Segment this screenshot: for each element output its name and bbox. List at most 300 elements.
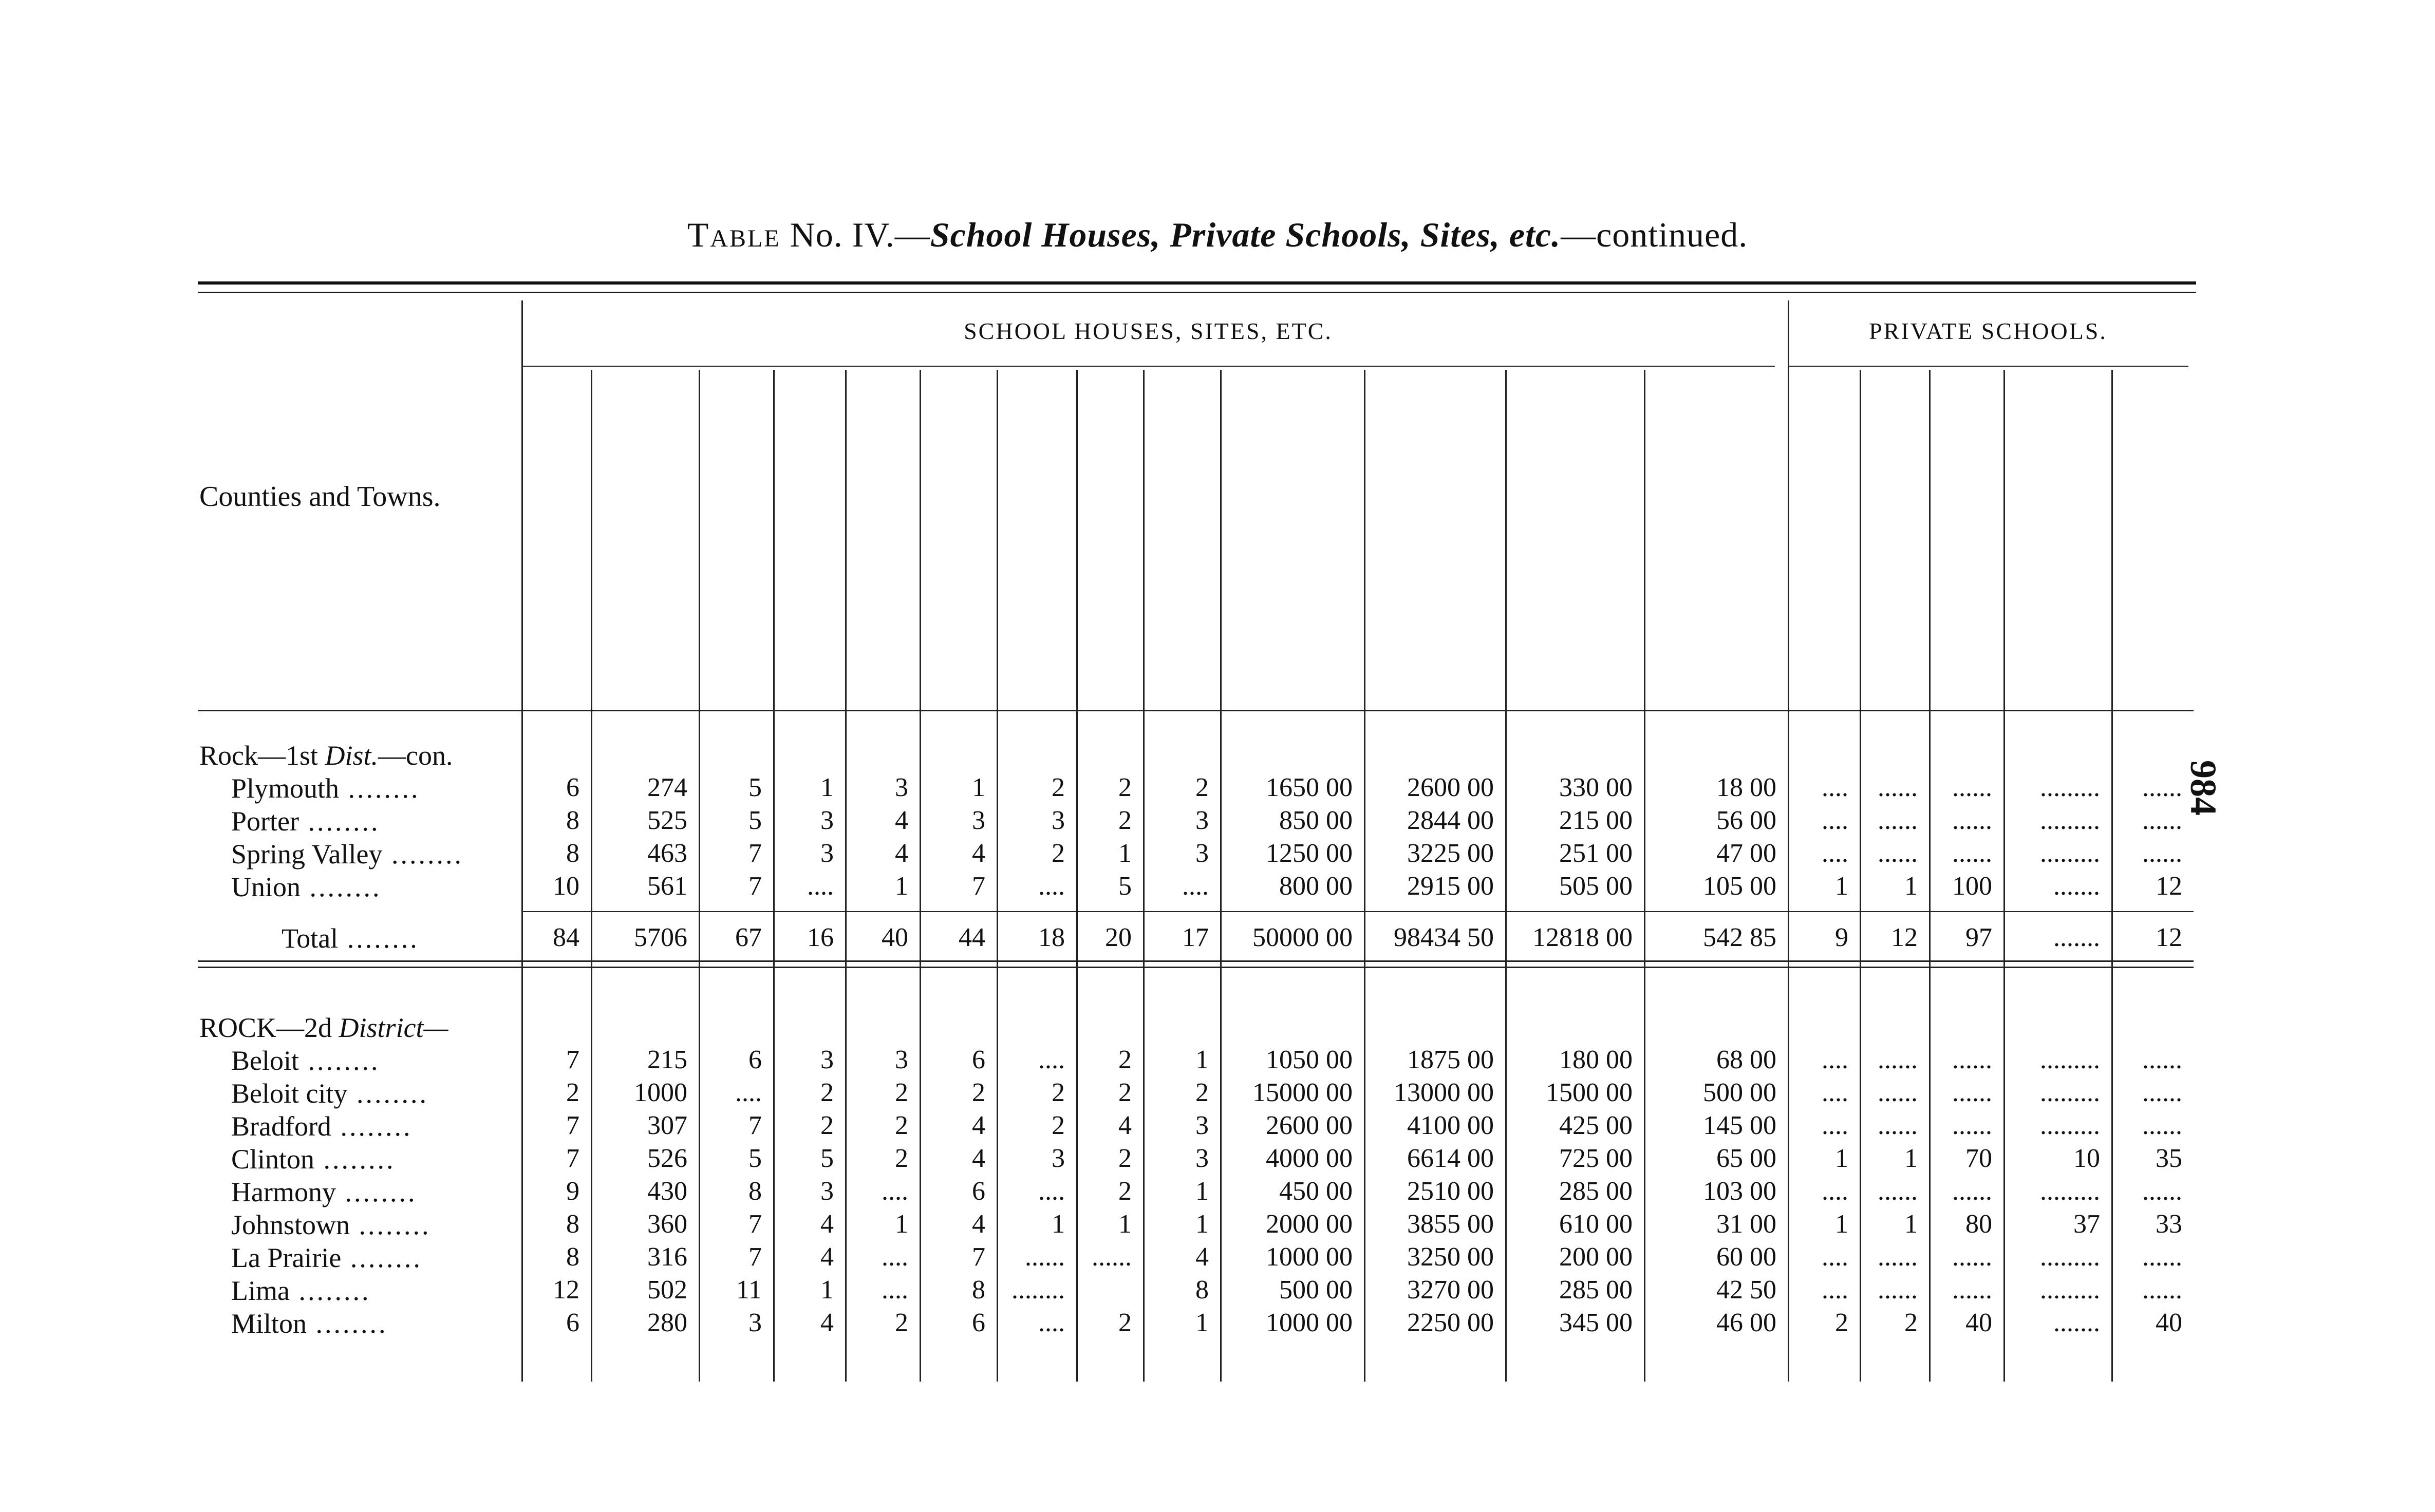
table-cell: 12: [2156, 872, 2182, 901]
table-cell: 67: [735, 923, 762, 952]
table-cell: 44: [959, 923, 985, 952]
table-cell: 8: [748, 1177, 762, 1206]
table-cell: ......: [1952, 806, 1992, 835]
leader-dots: ........: [338, 923, 419, 954]
table-cell: 7: [748, 1209, 762, 1239]
table-cell: 5: [820, 1144, 834, 1173]
table-cell: 215: [647, 1045, 687, 1074]
table-cell: 4000 00: [1266, 1144, 1353, 1173]
column-header: [597, 360, 698, 688]
table-cell: 13000 00: [1394, 1078, 1494, 1107]
group-school-houses: SCHOOL HOUSES, SITES, ETC.: [964, 318, 1333, 344]
table-cell: 10: [553, 872, 579, 901]
table-cell: 6: [566, 1308, 579, 1337]
table-cell: 3: [895, 1045, 908, 1074]
table-cell: 2: [1052, 1078, 1065, 1107]
column-header-text: [851, 631, 909, 688]
table-cell: ....: [1038, 1308, 1065, 1337]
table-cell: 2: [1052, 773, 1065, 802]
column-header-text: [1003, 631, 1060, 688]
table-cell: .......: [2053, 1308, 2100, 1337]
table-cell: 8: [972, 1275, 985, 1305]
table-cell: ......: [1878, 773, 1918, 802]
table-cell: 4: [972, 839, 985, 868]
town-name: Milton: [231, 1308, 307, 1339]
table-cell: 6: [972, 1045, 985, 1074]
column-header: [705, 360, 772, 688]
row-label: [231, 1110, 412, 1142]
table-cell: 450 00: [1279, 1177, 1353, 1206]
table-cell: ......: [1878, 1078, 1918, 1107]
table-cell: ......: [2142, 1242, 2182, 1272]
table-cell: ......: [1092, 1242, 1132, 1272]
table-cell: 3: [748, 1308, 762, 1337]
column-header-text: [1082, 631, 1140, 688]
table-cell: ....: [1822, 1275, 1848, 1305]
table-cell: 215 00: [1559, 806, 1633, 835]
table-cell: ......: [1952, 1078, 1992, 1107]
column-header: [1794, 360, 1859, 688]
table-cell: 2: [1195, 1078, 1209, 1107]
table-cell: 280: [647, 1308, 687, 1337]
leader-dots: ........: [298, 806, 380, 837]
row-label: [231, 1143, 396, 1175]
table-cell: 542 85: [1703, 923, 1776, 952]
table-cell: 3: [1052, 806, 1065, 835]
table-cell: ........: [1012, 1275, 1065, 1305]
column-header: [1226, 360, 1363, 688]
row-label: [231, 1242, 422, 1274]
column-header: [1866, 360, 1928, 688]
table-cell: 2: [1904, 1308, 1918, 1337]
table-cell: 33: [2156, 1209, 2182, 1239]
table-cell: 7: [972, 872, 985, 901]
table-cell: 200 00: [1559, 1242, 1633, 1272]
row-label: [231, 1078, 428, 1109]
row-label: [231, 1308, 388, 1339]
double-rule-b: [198, 967, 2194, 968]
table-cell: ....: [1038, 1177, 1065, 1206]
table-cell: 1: [1904, 872, 1918, 901]
column-header: [1935, 360, 2002, 688]
row-label: [231, 1275, 370, 1307]
table-cell: 850 00: [1279, 806, 1353, 835]
table-cell: ......: [1878, 1045, 1918, 1074]
table-cell: 345 00: [1559, 1308, 1633, 1337]
town-name: Spring Valley: [231, 839, 383, 870]
table-cell: 4: [820, 1209, 834, 1239]
table-cell: 1: [895, 1209, 908, 1239]
table-cell: 1: [1195, 1209, 1209, 1239]
table-cell: ......: [2142, 1045, 2182, 1074]
column-header-text: [2118, 631, 2175, 688]
table-cell: 4: [972, 1144, 985, 1173]
table-cell: 4100 00: [1407, 1111, 1494, 1140]
table-cell: ......: [1878, 1275, 1918, 1305]
table-cell: 7: [748, 1111, 762, 1140]
table-cell: 2: [1052, 839, 1065, 868]
table-cell: 98434 50: [1394, 923, 1494, 952]
table-cell: 8: [566, 1242, 579, 1272]
table-cell: 285 00: [1559, 1275, 1633, 1305]
table-cell: .........: [2040, 1111, 2100, 1140]
table-cell: 40: [1965, 1308, 1992, 1337]
table-cell: .........: [2040, 1078, 2100, 1107]
table-cell: 1000 00: [1266, 1242, 1353, 1272]
town-name: Porter: [231, 806, 299, 837]
table-cell: 2: [1118, 806, 1132, 835]
table-cell: 1: [1052, 1209, 1065, 1239]
table-cell: 2: [1118, 1144, 1132, 1173]
header-bottom-rule: [198, 710, 2194, 711]
table-cell: .........: [2040, 806, 2100, 835]
column-header-text: [1149, 631, 1207, 688]
table-cell: 2: [972, 1078, 985, 1107]
table-cell: 3250 00: [1407, 1242, 1494, 1272]
table-cell: 2250 00: [1407, 1308, 1494, 1337]
table-cell: 2: [895, 1144, 908, 1173]
table-cell: 20: [1105, 923, 1132, 952]
table-cell: 1: [1118, 1209, 1132, 1239]
table-cell: 430: [647, 1177, 687, 1206]
table-cell: ......: [1878, 839, 1918, 868]
table-cell: 7: [748, 1242, 762, 1272]
table-cell: 2: [1118, 1045, 1132, 1074]
table-cell: 6614 00: [1407, 1144, 1494, 1173]
table-cell: 80: [1965, 1209, 1992, 1239]
column-header: [2010, 360, 2110, 688]
table-cell: ......: [2142, 1177, 2182, 1206]
table-cell: 1: [1195, 1177, 1209, 1206]
town-name: Union: [231, 872, 301, 902]
table-cell: 60 00: [1716, 1242, 1776, 1272]
table-cell: ....: [1822, 773, 1848, 802]
town-name: La Prairie: [231, 1242, 342, 1273]
table-cell: ......: [1878, 1111, 1918, 1140]
row-label: [231, 1176, 417, 1208]
table-cell: 2600 00: [1266, 1111, 1353, 1140]
column-header: [1370, 360, 1504, 688]
table-cell: 285 00: [1559, 1177, 1633, 1206]
table-cell: 40: [882, 923, 908, 952]
town-name: Plymouth: [231, 773, 340, 804]
table-cell: 502: [647, 1275, 687, 1305]
table-cell: ......: [2142, 1275, 2182, 1305]
table-cell: 5: [1118, 872, 1132, 901]
table-cell: ....: [1822, 1045, 1848, 1074]
table-cell: 1: [820, 1275, 834, 1305]
table-cell: 2510 00: [1407, 1177, 1494, 1206]
table-cell: 31 00: [1716, 1209, 1776, 1239]
leader-dots: ........: [341, 1242, 422, 1273]
table-cell: 8: [1195, 1275, 1209, 1305]
row-label: [231, 772, 420, 804]
table-cell: 4: [1118, 1111, 1132, 1140]
table-cell: 360: [647, 1209, 687, 1239]
table-cell: 145 00: [1703, 1111, 1776, 1140]
table-cell: 1650 00: [1266, 773, 1353, 802]
table-cell: 56 00: [1716, 806, 1776, 835]
table-cell: 18: [1038, 923, 1065, 952]
column-header-text: [705, 631, 762, 688]
column-header: [1650, 360, 1787, 688]
table-cell: 100: [1952, 872, 1992, 901]
table-cell: 12: [553, 1275, 579, 1305]
table-cell: 3: [820, 1045, 834, 1074]
table-cell: 1: [895, 872, 908, 901]
row-label: [231, 871, 382, 903]
town-name: Lima: [231, 1275, 290, 1306]
table-cell: 1250 00: [1266, 839, 1353, 868]
table-cell: 3: [1052, 1144, 1065, 1173]
table-cell: 4: [820, 1308, 834, 1337]
table-cell: 2: [1118, 1308, 1132, 1337]
town-name: Johnstown: [231, 1209, 350, 1240]
leader-dots: ........: [299, 1045, 380, 1076]
leader-dots: ........: [314, 1144, 396, 1175]
town-name: Clinton: [231, 1144, 315, 1175]
table-cell: .......: [2053, 872, 2100, 901]
table-cell: .........: [2040, 839, 2100, 868]
table-cell: 725 00: [1559, 1144, 1633, 1173]
table-cell: ......: [1952, 1275, 1992, 1305]
table-cell: 5: [748, 1144, 762, 1173]
town-name: Beloit: [231, 1045, 299, 1076]
table-cell: 65 00: [1716, 1144, 1776, 1173]
table-cell: 3: [895, 773, 908, 802]
column-header: [851, 360, 919, 688]
table-cell: .........: [2040, 773, 2100, 802]
table-cell: 7: [748, 872, 762, 901]
table-cell: 9: [566, 1177, 579, 1206]
table-cell: 8: [566, 839, 579, 868]
title-number: No. IV.—: [790, 215, 930, 254]
table-cell: 17: [1182, 923, 1209, 952]
table-cell: 251 00: [1559, 839, 1633, 868]
table-cell: 97: [1965, 923, 1992, 952]
table-cell: .........: [2040, 1275, 2100, 1305]
table-cell: ......: [1952, 773, 1992, 802]
column-header-text: [2010, 602, 2096, 688]
table-cell: ....: [882, 1177, 908, 1206]
total-rule: [521, 911, 2194, 912]
row-label: [231, 1045, 380, 1076]
county-heading: [199, 740, 453, 771]
table-cell: 1875 00: [1407, 1045, 1494, 1074]
table-cell: 1: [1118, 839, 1132, 868]
column-header: [1149, 360, 1219, 688]
table-cell: 561: [647, 872, 687, 901]
group-private-schools: PRIVATE SCHOOLS.: [1869, 318, 2107, 344]
table-cell: 4: [895, 839, 908, 868]
table-cell: 6: [972, 1308, 985, 1337]
column-header: [1003, 360, 1075, 688]
table-cell: 2: [1835, 1308, 1848, 1337]
column-header-text: [926, 631, 983, 688]
table-cell: .........: [2040, 1177, 2100, 1206]
table-cell: ....: [1822, 839, 1848, 868]
column-header-text: [1370, 631, 1428, 688]
table-cell: ....: [1822, 1242, 1848, 1272]
row-label: [231, 805, 380, 837]
table-cell: 9: [1835, 923, 1848, 952]
column-header-text: [1866, 631, 1923, 688]
table-cell: 2: [1195, 773, 1209, 802]
table-cell: ....: [1822, 1078, 1848, 1107]
table-cell: ....: [882, 1242, 908, 1272]
table-cell: ....: [807, 872, 834, 901]
table-cell: 3: [820, 806, 834, 835]
page-number: 984: [2183, 760, 2224, 816]
table-cell: 35: [2156, 1144, 2182, 1173]
table-cell: ....: [1822, 1177, 1848, 1206]
table-cell: 180 00: [1559, 1045, 1633, 1074]
table-cell: 2: [1118, 1078, 1132, 1107]
table-cell: 316: [647, 1242, 687, 1272]
leader-dots: ........: [350, 1209, 431, 1240]
table-cell: 50000 00: [1252, 923, 1353, 952]
table-cell: ......: [2142, 1078, 2182, 1107]
county-heading-italic: Dist.: [325, 740, 379, 771]
column-header-text: [779, 631, 837, 688]
row-label: [231, 1209, 431, 1241]
table-cell: 3: [972, 806, 985, 835]
table-cell: ......: [1952, 1177, 1992, 1206]
county-heading-main: Rock—1st: [199, 740, 319, 771]
table-cell: 2: [1118, 1177, 1132, 1206]
table-cell: 6: [748, 1045, 762, 1074]
row-label: [231, 838, 463, 870]
table-cell: 7: [748, 839, 762, 868]
table-cell: 1: [1835, 872, 1848, 901]
column-header-text: [1226, 631, 1284, 688]
leader-dots: ........: [331, 1111, 413, 1142]
table-cell: 7: [566, 1111, 579, 1140]
counties-label: Counties and Towns.: [199, 481, 441, 513]
table-cell: 3225 00: [1407, 839, 1494, 868]
town-name: Beloit city: [231, 1078, 348, 1109]
table-cell: 8: [566, 806, 579, 835]
table-cell: 2: [1118, 773, 1132, 802]
table-cell: 42 50: [1716, 1275, 1776, 1305]
table-cell: 3855 00: [1407, 1209, 1494, 1239]
table-cell: ......: [2142, 806, 2182, 835]
table-cell: 1: [1835, 1209, 1848, 1239]
table-cell: ....: [1822, 1111, 1848, 1140]
column-header-text: [528, 631, 585, 688]
table-cell: 1: [1835, 1144, 1848, 1173]
table-cell: 7: [566, 1045, 579, 1074]
table-cell: 2: [895, 1111, 908, 1140]
table-cell: 40: [2156, 1308, 2182, 1337]
table-cell: 103 00: [1703, 1177, 1776, 1206]
title-prefix: Table: [687, 215, 781, 254]
county-heading-tail: —con.: [378, 740, 453, 771]
column-header-text: [1511, 659, 1540, 688]
table-cell: 425 00: [1559, 1111, 1633, 1140]
column-header-text: [1650, 631, 1708, 688]
table-cell: 3: [820, 839, 834, 868]
table-cell: 500 00: [1703, 1078, 1776, 1107]
table-cell: 5: [748, 773, 762, 802]
table-cell: .........: [2040, 1045, 2100, 1074]
row-label: [282, 922, 419, 954]
table-cell: ......: [1878, 1242, 1918, 1272]
table-cell: ....: [1822, 806, 1848, 835]
leader-dots: ........: [289, 1275, 371, 1306]
table-cell: 16: [807, 923, 834, 952]
table-cell: 3: [1195, 1144, 1209, 1173]
table-cell: 505 00: [1559, 872, 1633, 901]
table-cell: 12: [2156, 923, 2182, 952]
table-cell: 12: [1891, 923, 1918, 952]
table-cell: ......: [1878, 1177, 1918, 1206]
table-cell: ....: [1182, 872, 1209, 901]
column-header: [1511, 360, 1643, 688]
table-cell: ......: [1952, 839, 1992, 868]
table-cell: ......: [1025, 1242, 1065, 1272]
table-cell: 1000 00: [1266, 1308, 1353, 1337]
table-cell: 4: [972, 1111, 985, 1140]
table-cell: 1050 00: [1266, 1045, 1353, 1074]
town-name: Harmony: [231, 1177, 336, 1207]
table-cell: 105 00: [1703, 872, 1776, 901]
table-cell: 4: [972, 1209, 985, 1239]
column-header: [1082, 360, 1142, 688]
table-cell: ......: [2142, 839, 2182, 868]
table-title: [0, 215, 2435, 255]
town-name: Bradford: [231, 1111, 331, 1142]
table-cell: 15000 00: [1252, 1078, 1353, 1107]
table-cell: 500 00: [1279, 1275, 1353, 1305]
column-header-text: [597, 602, 683, 688]
leader-dots: ........: [307, 1308, 388, 1339]
county-heading-italic: District—: [339, 1012, 448, 1043]
column-header: [528, 360, 590, 688]
table-cell: 7: [566, 1144, 579, 1173]
table-cell: 68 00: [1716, 1045, 1776, 1074]
table-cell: 6: [566, 773, 579, 802]
table-cell: 6: [972, 1177, 985, 1206]
column-header: [926, 360, 996, 688]
table-cell: .......: [2053, 923, 2100, 952]
leader-dots: ........: [301, 872, 382, 902]
table-cell: 46 00: [1716, 1308, 1776, 1337]
table-cell: 4: [895, 806, 908, 835]
table-cell: ....: [882, 1275, 908, 1305]
table-cell: 1500 00: [1546, 1078, 1633, 1107]
top-rule-thin: [198, 292, 2196, 293]
table-cell: 1: [820, 773, 834, 802]
column-header-text: [1935, 631, 1993, 688]
table-cell: 610 00: [1559, 1209, 1633, 1239]
table-cell: 307: [647, 1111, 687, 1140]
table-cell: 463: [647, 839, 687, 868]
table-cell: 330 00: [1559, 773, 1633, 802]
table-cell: 11: [736, 1275, 762, 1305]
table-cell: ......: [1952, 1045, 1992, 1074]
table-cell: 2600 00: [1407, 773, 1494, 802]
table-cell: 47 00: [1716, 839, 1776, 868]
table-cell: 1: [972, 773, 985, 802]
table-cell: 800 00: [1279, 872, 1353, 901]
column-header-text: [1794, 631, 1851, 688]
table-cell: 2: [566, 1078, 579, 1107]
table-cell: 2: [895, 1308, 908, 1337]
table-cell: 2: [820, 1111, 834, 1140]
table-cell: 4: [820, 1242, 834, 1272]
column-header: [779, 360, 844, 688]
